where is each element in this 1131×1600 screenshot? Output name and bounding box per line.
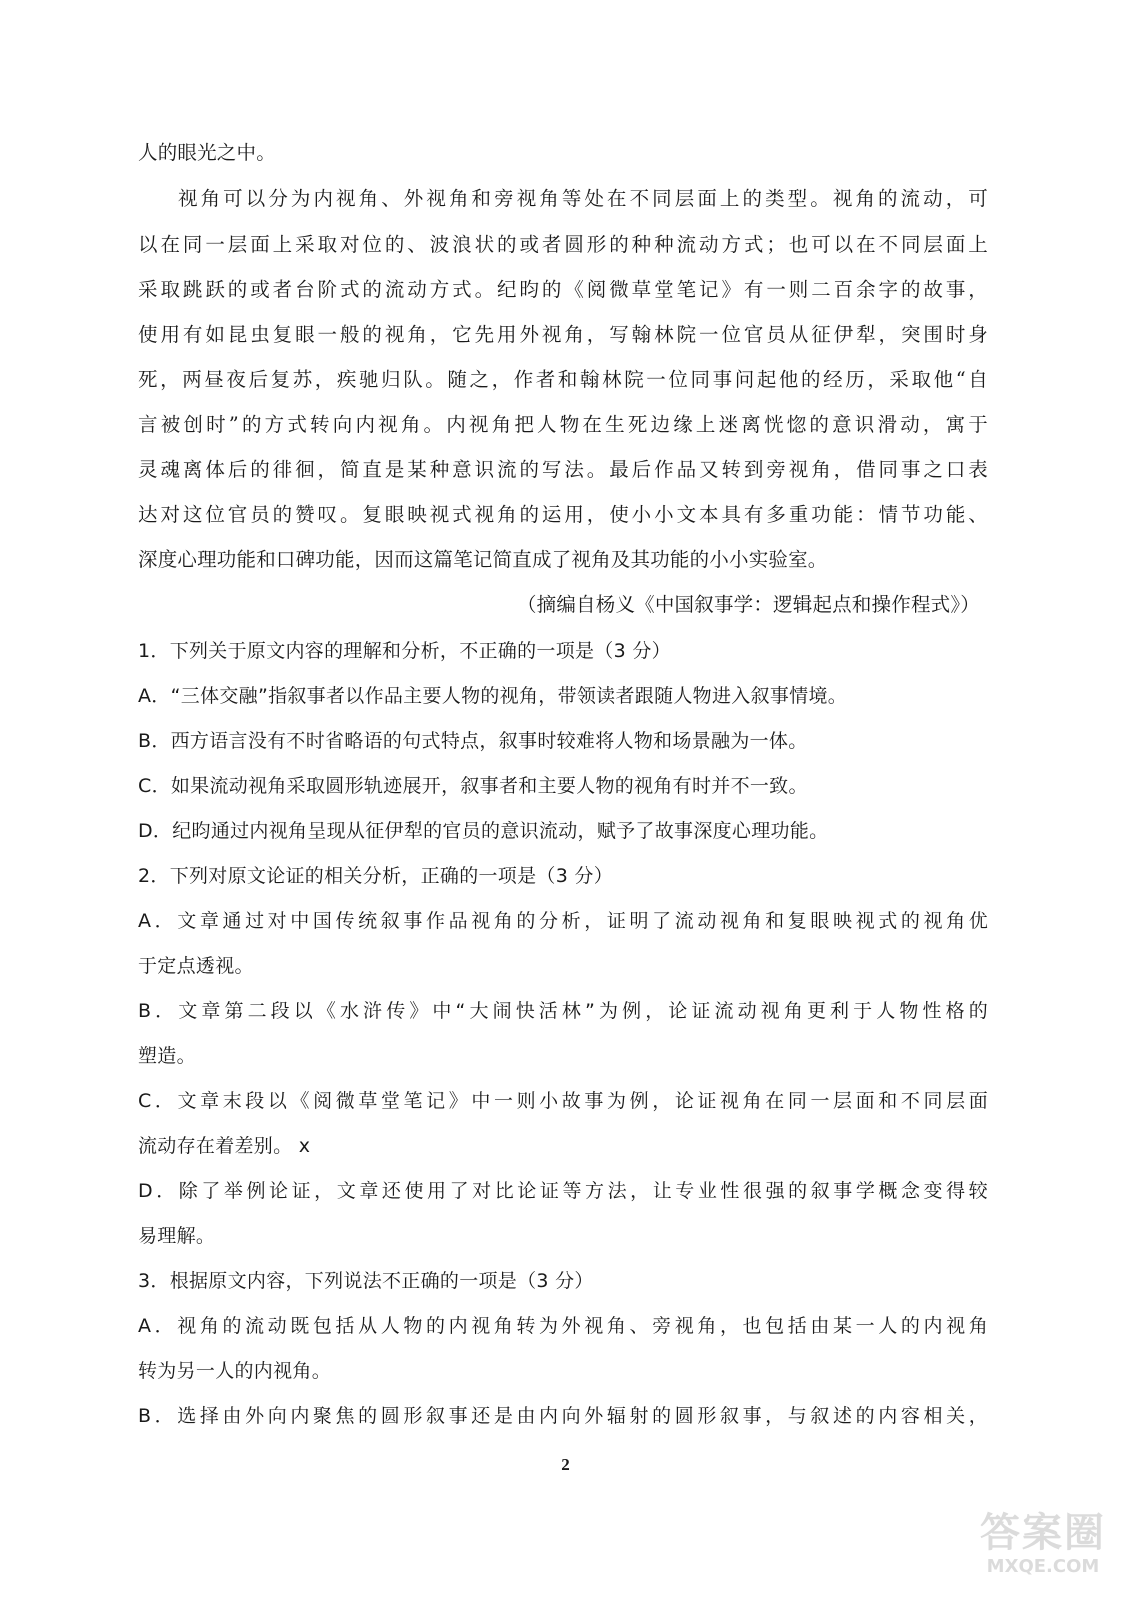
question-option-continued: 转为另一人的内视角。 <box>138 1360 332 1382</box>
question-stem: 2．下列对原文论证的相关分析，正确的一项是（3 分） <box>138 865 614 887</box>
passage-line: 采取跳跃的或者台阶式的流动方式。纪昀的《阅微草堂笔记》有一则二百余字的故事， <box>138 278 988 301</box>
question-option: D．除了举例论证，文章还使用了对比论证等方法，让专业性很强的叙事学概念变得较 <box>138 1180 988 1202</box>
passage-line: 死，两昼夜后复苏，疾驰归队。随之，作者和翰林院一位同事问起他的经历，采取他“自 <box>138 368 988 391</box>
passage-line: 深度心理功能和口碑功能，因而这篇笔记简直成了视角及其功能的小小实验室。 <box>138 548 828 571</box>
passage-source: （摘编自杨义《中国叙事学：逻辑起点和操作程式》） <box>516 593 980 616</box>
passage-line: 视角可以分为内视角、外视角和旁视角等处在不同层面上的类型。视角的流动，可 <box>178 187 988 210</box>
passage-line: 人的眼光之中。 <box>138 141 276 164</box>
question-option: D．纪昀通过内视角呈现从征伊犁的官员的意识流动，赋予了故事深度心理功能。 <box>138 820 829 842</box>
question-option: C．如果流动视角采取圆形轨迹展开，叙事者和主要人物的视角有时并不一致。 <box>138 775 808 797</box>
passage-line: 达对这位官员的赞叹。复眼映视式视角的运用，使小小文本具有多重功能：情节功能、 <box>138 503 988 526</box>
page-number: 2 <box>561 1455 570 1474</box>
question-option-continued: 流动存在着差别。 x <box>138 1135 311 1157</box>
question-option-continued: 塑造。 <box>138 1045 196 1067</box>
question-option-continued: 于定点透视。 <box>138 955 254 977</box>
watermark-url: MXQE.COM <box>986 1556 1100 1577</box>
watermark-title: 答案圈 <box>980 1510 1106 1556</box>
passage-line: 使用有如昆虫复眼一般的视角，它先用外视角，写翰林院一位官员从征伊犁，突围时身 <box>138 323 988 346</box>
passage-line: 以在同一层面上采取对位的、波浪状的或者圆形的种种流动方式；也可以在不同层面上 <box>138 233 988 256</box>
question-option: A．文章通过对中国传统叙事作品视角的分析，证明了流动视角和复眼映视式的视角优 <box>138 910 988 932</box>
question-stem: 3．根据原文内容，下列说法不正确的一项是（3 分） <box>138 1270 594 1292</box>
question-option: B．西方语言没有不时省略语的句式特点，叙事时较难将人物和场景融为一体。 <box>138 730 808 752</box>
passage-line: 灵魂离体后的徘徊，简直是某种意识流的写法。最后作品又转到旁视角，借同事之口表 <box>138 458 988 481</box>
passage-line: 言被创时”的方式转向内视角。内视角把人物在生死边缘上迷离恍惚的意识滑动，寓于 <box>138 413 988 436</box>
question-option-continued: 易理解。 <box>138 1225 216 1247</box>
question-option: B．选择由外向内聚焦的圆形叙事还是由内向外辐射的圆形叙事，与叙述的内容相关， <box>138 1405 988 1427</box>
question-option: A．“三体交融”指叙事者以作品主要人物的视角，带领读者跟随人物进入叙事情境。 <box>138 685 848 707</box>
question-option: A．视角的流动既包括从人物的内视角转为外视角、旁视角，也包括由某一人的内视角 <box>138 1315 988 1337</box>
watermark-logo <box>973 1510 1113 1588</box>
question-option: C．文章末段以《阅微草堂笔记》中一则小故事为例，论证视角在同一层面和不同层面 <box>138 1090 988 1112</box>
question-stem: 1．下列关于原文内容的理解和分析，不正确的一项是（3 分） <box>138 640 671 662</box>
question-option: B．文章第二段以《水浒传》中“大闹快活林”为例，论证流动视角更利于人物性格的 <box>138 1000 988 1022</box>
